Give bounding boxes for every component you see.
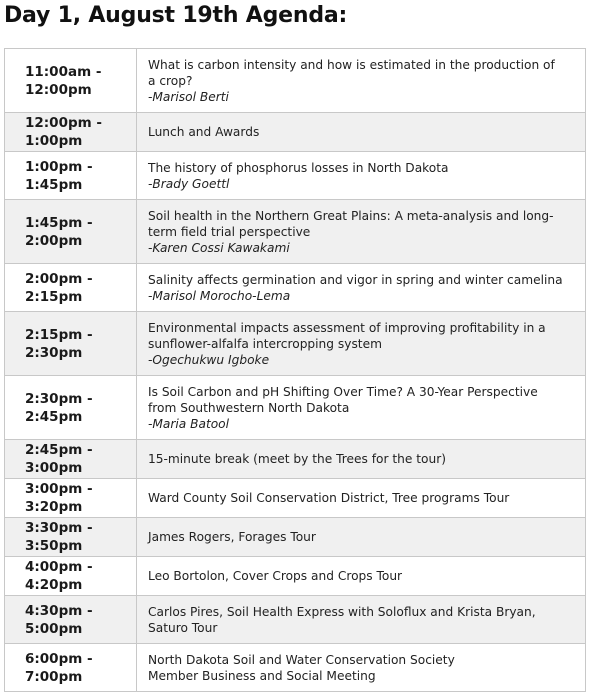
- session-title-line: Member Business and Social Meeting: [148, 668, 376, 683]
- speaker-name: -Ogechukwu Igboke: [148, 352, 270, 367]
- start-time: 4:30pm -: [25, 602, 93, 619]
- time-cell: [5, 264, 137, 312]
- time-cell: [5, 440, 137, 479]
- session-title-line: Soil health in the Northern Great Plains: A meta-analysis and long-: [148, 208, 554, 223]
- start-time: 11:00am -: [25, 63, 102, 80]
- session-title-line: from Southwestern North Dakota: [148, 400, 350, 415]
- end-time: 3:00pm: [25, 460, 83, 476]
- session-title-line: a crop?: [148, 73, 193, 88]
- end-time: 3:50pm: [25, 538, 83, 554]
- time-cell: [5, 152, 137, 200]
- end-time: 2:30pm: [25, 344, 83, 361]
- session-title-line: James Rogers, Forages Tour: [148, 530, 316, 544]
- session-cell: [137, 596, 586, 644]
- speaker-name: -Brady Goettl: [148, 176, 230, 191]
- end-time: 7:00pm: [25, 668, 83, 685]
- session-cell: [137, 518, 586, 557]
- session-cell: [137, 264, 586, 312]
- session-title-line: 15-minute break (meet by the Trees for the tour): [148, 452, 446, 466]
- start-time: 1:00pm -: [25, 158, 93, 175]
- speaker-name: -Karen Cossi Kawakami: [148, 240, 290, 255]
- session-cell: [137, 200, 586, 264]
- speaker-name: -Maria Batool: [148, 416, 230, 431]
- end-time: 5:00pm: [25, 620, 83, 637]
- end-time: 2:00pm: [25, 232, 83, 249]
- start-time: 3:30pm -: [25, 520, 93, 536]
- speaker-name: -Marisol Morocho-Lema: [148, 288, 291, 303]
- end-time: 4:20pm: [25, 577, 83, 593]
- time-cell: [5, 479, 137, 518]
- end-time: 3:20pm: [25, 499, 83, 515]
- time-cell: [5, 49, 137, 113]
- agenda-row: [5, 644, 586, 692]
- session-title-line: sunflower-alfalfa intercropping system: [148, 336, 382, 351]
- time-cell: [5, 644, 137, 692]
- session-cell: [137, 312, 586, 376]
- agenda-row: [5, 312, 586, 376]
- agenda-body: [5, 49, 586, 692]
- agenda-table: [4, 48, 586, 692]
- session-title-line: Lunch and Awards: [148, 125, 260, 139]
- session-cell: [137, 152, 586, 200]
- agenda-row: [5, 264, 586, 312]
- session-cell: [137, 113, 586, 152]
- start-time: 6:00pm -: [25, 650, 93, 667]
- session-title-line: Carlos Pires, Soil Health Express with Soloflux and Krista Bryan,: [148, 604, 536, 619]
- agenda-row: [5, 376, 586, 440]
- session-title-line: Saturo Tour: [148, 620, 218, 635]
- agenda-row: [5, 49, 586, 113]
- session-title-line: Environmental impacts assessment of improving profitability in a: [148, 320, 546, 335]
- session-title-line: term field trial perspective: [148, 224, 311, 239]
- session-title-line: What is carbon intensity and how is estimated in the production of: [148, 57, 555, 72]
- end-time: 2:15pm: [25, 288, 83, 305]
- end-time: 12:00pm: [25, 81, 92, 98]
- session-title-line: Ward County Soil Conservation District, Tree programs Tour: [148, 491, 510, 505]
- end-time: 1:45pm: [25, 176, 83, 193]
- agenda-row: [5, 440, 586, 479]
- time-cell: [5, 376, 137, 440]
- end-time: 2:45pm: [25, 408, 83, 425]
- start-time: 2:15pm -: [25, 326, 93, 343]
- session-cell: [137, 49, 586, 113]
- agenda-row: [5, 200, 586, 264]
- session-title-line: Leo Bortolon, Cover Crops and Crops Tour: [148, 569, 403, 583]
- session-title-line: Is Soil Carbon and pH Shifting Over Time? A 30-Year Perspective: [148, 384, 538, 399]
- time-cell: [5, 312, 137, 376]
- session-title-line: Salinity affects germination and vigor in spring and winter camelina: [148, 272, 563, 287]
- end-time: 1:00pm: [25, 133, 83, 149]
- session-title-line: North Dakota Soil and Water Conservation Society: [148, 652, 455, 667]
- time-cell: [5, 200, 137, 264]
- start-time: 2:30pm -: [25, 390, 93, 407]
- agenda-row: [5, 596, 586, 644]
- start-time: 3:00pm -: [25, 481, 93, 497]
- session-cell: [137, 479, 586, 518]
- session-cell: [137, 644, 586, 692]
- time-cell: [5, 557, 137, 596]
- session-title-line: The history of phosphorus losses in North Dakota: [148, 160, 449, 175]
- time-cell: [5, 518, 137, 557]
- time-cell: [5, 596, 137, 644]
- agenda-row: [5, 113, 586, 152]
- speaker-name: -Marisol Berti: [148, 89, 229, 104]
- start-time: 1:45pm -: [25, 214, 93, 231]
- time-cell: [5, 113, 137, 152]
- session-cell: [137, 376, 586, 440]
- agenda-row: [5, 557, 586, 596]
- start-time: 12:00pm -: [25, 115, 103, 131]
- session-cell: [137, 440, 586, 479]
- agenda-row: [5, 152, 586, 200]
- start-time: 2:45pm -: [25, 442, 93, 458]
- start-time: 2:00pm -: [25, 270, 93, 287]
- agenda-row: [5, 479, 586, 518]
- page-title: Day 1, August 19th Agenda:: [4, 3, 348, 28]
- agenda-row: [5, 518, 586, 557]
- session-cell: [137, 557, 586, 596]
- start-time: 4:00pm -: [25, 559, 93, 575]
